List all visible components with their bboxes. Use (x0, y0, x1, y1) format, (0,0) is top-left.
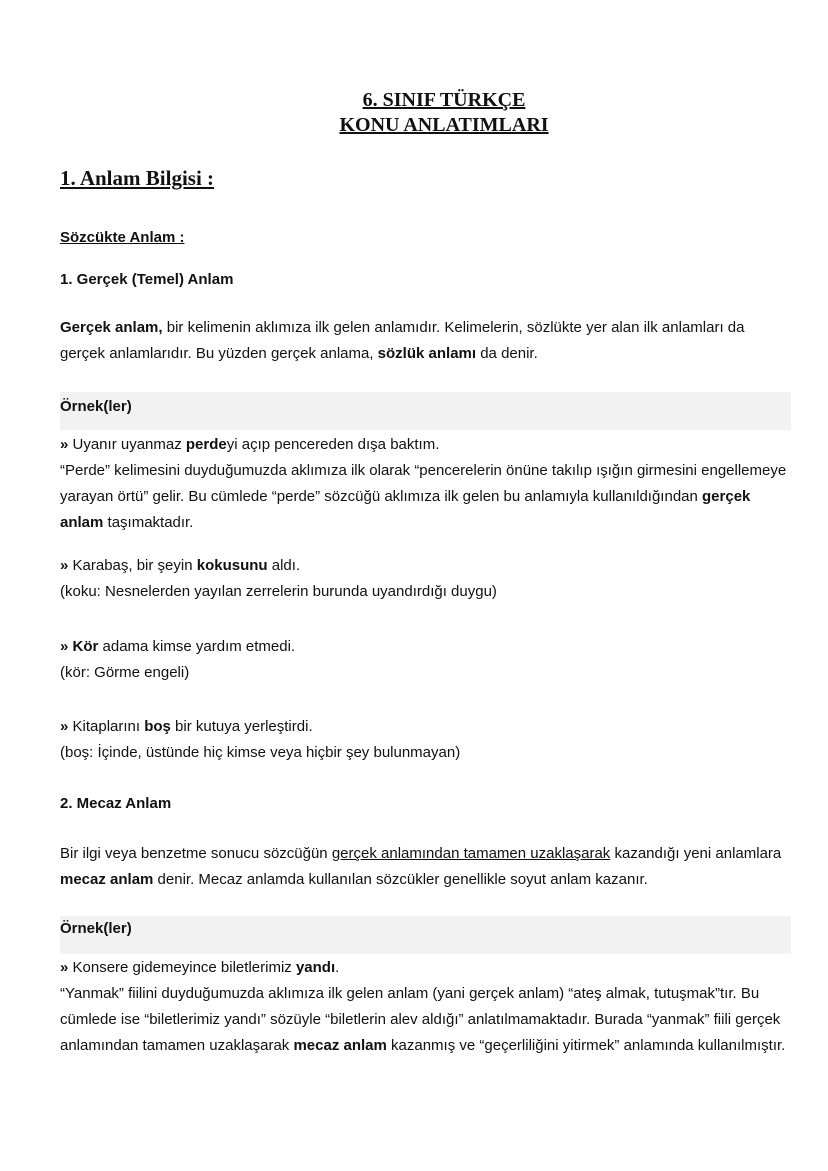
bold-term: boş (144, 718, 171, 735)
text: denir. Mecaz anlamda kullanılan sözcükler genellikle soyut anlam kazanır. (153, 871, 648, 888)
bold-term: Gerçek anlam, (60, 319, 163, 336)
text: (kör: Görme engeli) (60, 664, 190, 681)
paragraph-mecaz-anlam-definition (60, 841, 791, 893)
text: Uyanır uyanmaz (68, 436, 186, 453)
example-label: Örnek(ler) (60, 920, 132, 937)
document-title (0, 88, 828, 138)
bold-term: kokusunu (196, 557, 268, 574)
text: Konsere gidemeyince biletlerimiz (68, 959, 296, 976)
text: bir kelimenin aklımıza ilk gelen anlamıdır. Kelimelerin, sözlükte yer alan ilk anlamları da gerçek anlamlarıdır. Bu yüzden gerçek anlama, (60, 319, 745, 362)
text: “Perde” kelimesini duyduğumuzda aklımıza ilk olarak “pencerelerin önüne takılıp ışığın girmesini engellemeye yarayan örtü” gelir. Bu cümlede “perde” sözcüğü aklımıza ilk gelen bu anlamıyla kullanıldığından (60, 462, 787, 505)
title-line-1: 6. SINIF TÜRKÇE (362, 89, 526, 111)
bold-term: Kör (72, 638, 99, 655)
text: aldı. (267, 557, 301, 574)
example-kokusunu (60, 553, 791, 605)
text: adama kimse yardım etmedi. (98, 638, 296, 655)
bold-term: mecaz anlam (293, 1037, 387, 1054)
subsection-heading-sozcukte-anlam: Sözcükte Anlam : (60, 229, 185, 246)
bold-term: perde (185, 436, 227, 453)
text: yi açıp pencereden dışa baktım. (226, 436, 440, 453)
example-label: Örnek(ler) (60, 398, 132, 415)
bullet-icon: » (60, 638, 69, 655)
heading-gercek-anlam: 1. Gerçek (Temel) Anlam (60, 271, 234, 288)
text: (koku: Nesnelerden yayılan zerrelerin burunda uyandırdığı duygu) (60, 583, 497, 600)
example-bos (60, 714, 791, 766)
bold-term: yandı (295, 959, 336, 976)
example-band-1 (60, 392, 791, 430)
text: da denir. (476, 345, 538, 362)
bullet-icon: » (60, 436, 69, 453)
text: Kitaplarını (68, 718, 145, 735)
example-perde (60, 432, 791, 536)
example-kor (60, 634, 791, 686)
bold-term: gerçek anlam (60, 488, 751, 531)
bullet-icon: » (60, 959, 69, 976)
section-heading-anlam-bilgisi: 1. Anlam Bilgisi : (60, 166, 215, 190)
text: Bir ilgi veya benzetme sonucu sözcüğün (60, 845, 332, 862)
text: taşımaktadır. (103, 514, 194, 531)
bold-term: sözlük anlamı (377, 345, 477, 362)
text: kazandığı yeni anlamlara (610, 845, 782, 862)
underlined-phrase: gerçek anlamından tamamen uzaklaşarak (331, 845, 611, 862)
bullet-icon: » (60, 557, 69, 574)
bullet-icon: » (60, 718, 69, 735)
example-yandi (60, 955, 791, 1059)
title-line-2: KONU ANLATIMLARI (339, 114, 549, 136)
example-band-2 (60, 916, 791, 954)
bold-term: mecaz anlam (60, 871, 154, 888)
text: “Yanmak” fiilini duyduğumuzda aklımıza ilk gelen anlam (yani gerçek anlam) “ateş almak, tutuşmak”tır. Bu cümlede ise “biletlerimiz yandı” sözüyle “biletlerin alev aldığı” anlatılmamaktadır. Burada “yanmak” fiili gerçek anlamından tamamen uzaklaşarak (60, 985, 781, 1054)
text: (boş: İçinde, üstünde hiç kimse veya hiçbir şey bulunmayan) (60, 744, 461, 761)
heading-mecaz-anlam: 2. Mecaz Anlam (60, 795, 172, 812)
text: Karabaş, bir şeyin (68, 557, 197, 574)
text: kazanmış ve “geçerliliğini yitirmek” anlamında kullanılmıştır. (386, 1037, 786, 1054)
text: . (335, 959, 340, 976)
paragraph-gercek-anlam-definition (60, 315, 791, 367)
text: bir kutuya yerleştirdi. (170, 718, 313, 735)
